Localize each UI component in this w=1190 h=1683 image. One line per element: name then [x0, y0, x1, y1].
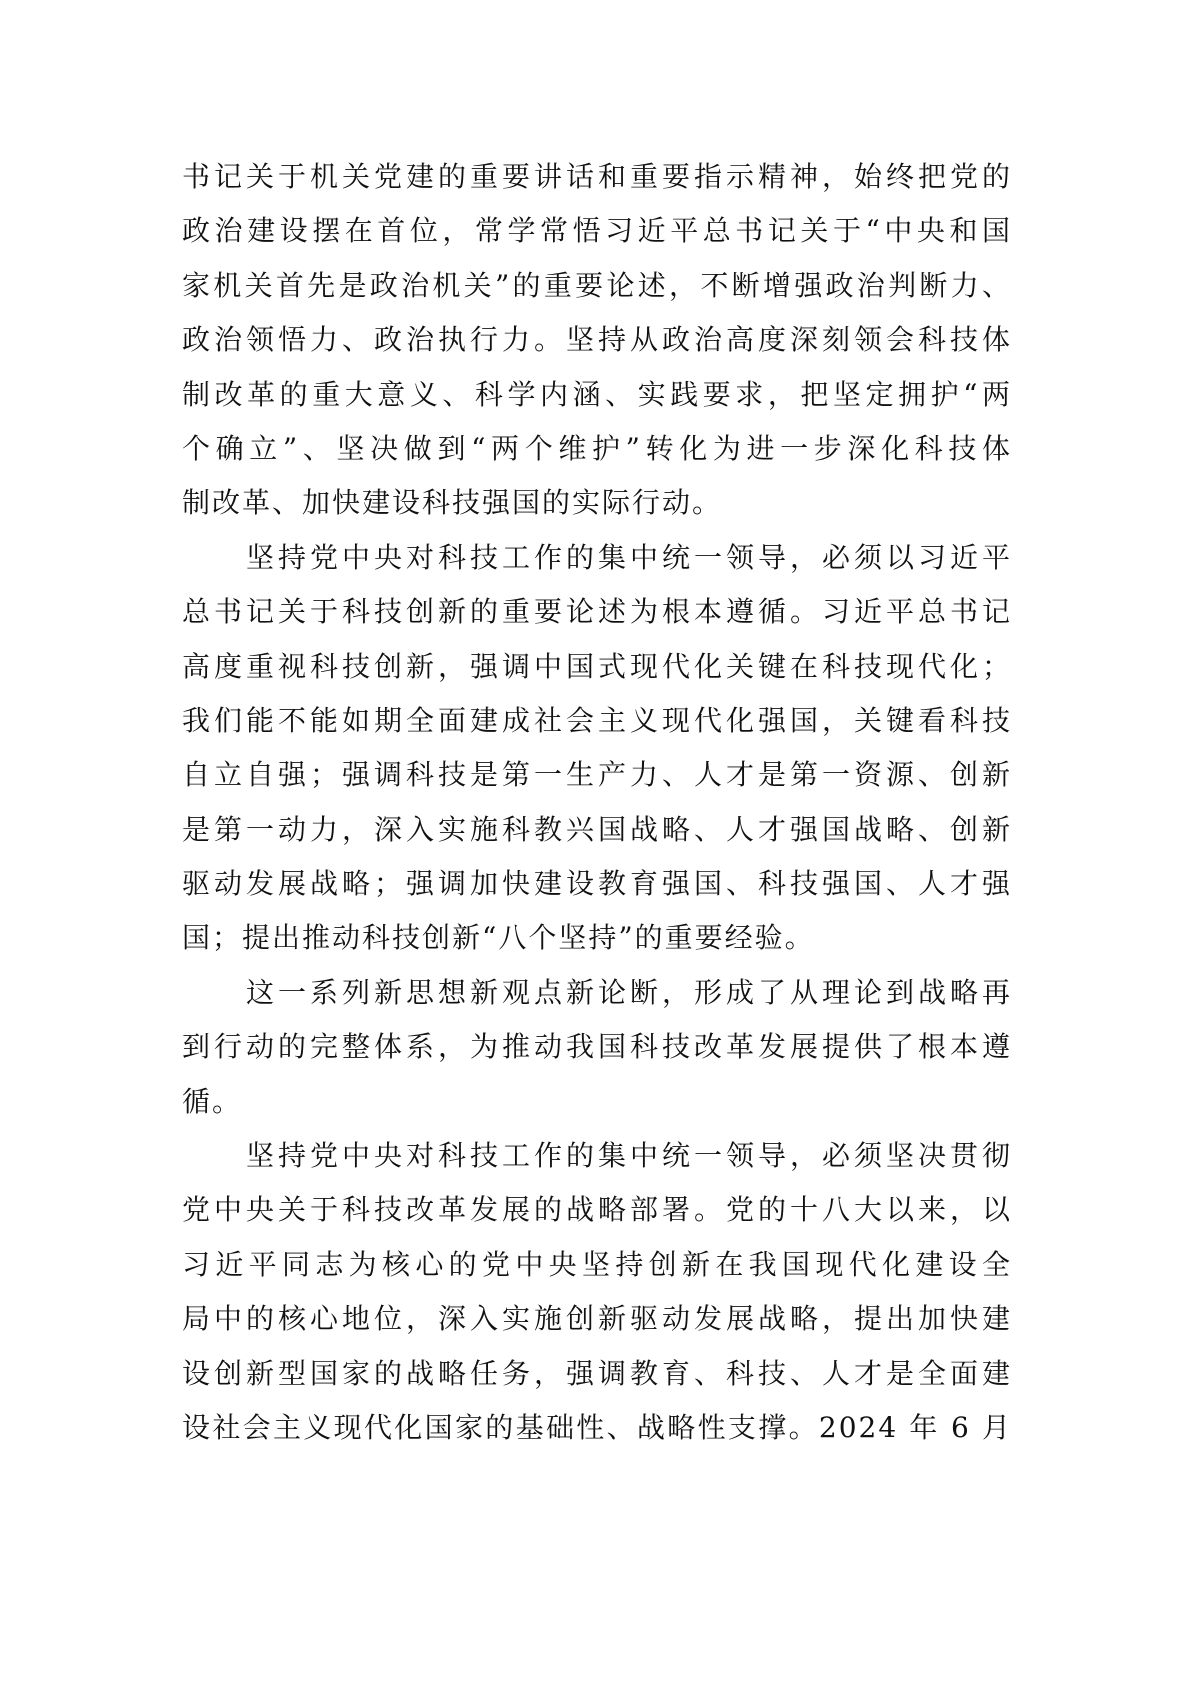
text-line: 设创新型国家的战略任务，强调教育、科技、人才是全面建	[182, 1356, 1012, 1390]
text-line: 这一系列新思想新观点新论断，形成了从理论到战略再	[182, 975, 1012, 1009]
text-line: 国；提出推动科技创新“八个坚持”的重要经验。	[182, 921, 815, 955]
text-line: 政治领悟力、政治执行力。坚持从政治高度深刻领会科技体	[182, 323, 1012, 357]
paragraph-3	[182, 966, 1012, 1129]
text-line: 我们能不能如期全面建成社会主义现代化强国，关键看科技	[182, 703, 1012, 737]
text-line: 总书记关于科技创新的重要论述为根本遵循。习近平总书记	[182, 595, 1012, 629]
text-line: 党中央关于科技改革发展的战略部署。党的十八大以来，以	[182, 1193, 1012, 1227]
text-line: 是第一动力，深入实施科教兴国战略、人才强国战略、创新	[182, 812, 1012, 846]
text-line: 政治建设摆在首位，常学常悟习近平总书记关于“中央和国	[182, 214, 1012, 248]
paragraph-2	[182, 531, 1012, 966]
text-line: 坚持党中央对科技工作的集中统一领导，必须坚决贯彻	[182, 1139, 1012, 1173]
text-line: 制改革的重大意义、科学内涵、实践要求，把坚定拥护“两	[182, 377, 1012, 411]
text-line: 家机关首先是政治机关”的重要论述，不断增强政治判断力、	[182, 268, 1012, 302]
text-line: 循。	[182, 1084, 243, 1118]
text-line: 坚持党中央对科技工作的集中统一领导，必须以习近平	[182, 540, 1012, 574]
text-line: 局中的核心地位，深入实施创新驱动发展战略，提出加快建	[182, 1302, 1012, 1336]
text-line: 习近平同志为核心的党中央坚持创新在我国现代化建设全	[182, 1247, 1012, 1281]
document-body	[182, 150, 1012, 1455]
text-line: 制改革、加快建设科技强国的实际行动。	[182, 486, 723, 520]
text-line: 驱动发展战略；强调加快建设教育强国、科技强国、人才强	[182, 867, 1012, 901]
paragraph-4	[182, 1129, 1012, 1455]
text-line: 书记关于机关党建的重要讲话和重要指示精神，始终把党的	[182, 160, 1012, 193]
paragraph-1	[182, 150, 1012, 531]
text-line: 个确立”、坚决做到“两个维护”转化为进一步深化科技体	[182, 431, 1012, 465]
text-line: 高度重视科技创新，强调中国式现代化关键在科技现代化；	[182, 649, 1012, 683]
text-line: 设社会主义现代化国家的基础性、战略性支撑。2024 年 6 月	[182, 1410, 1012, 1444]
text-line: 到行动的完整体系，为推动我国科技改革发展提供了根本遵	[182, 1030, 1012, 1064]
text-line: 自立自强；强调科技是第一生产力、人才是第一资源、创新	[182, 758, 1012, 792]
